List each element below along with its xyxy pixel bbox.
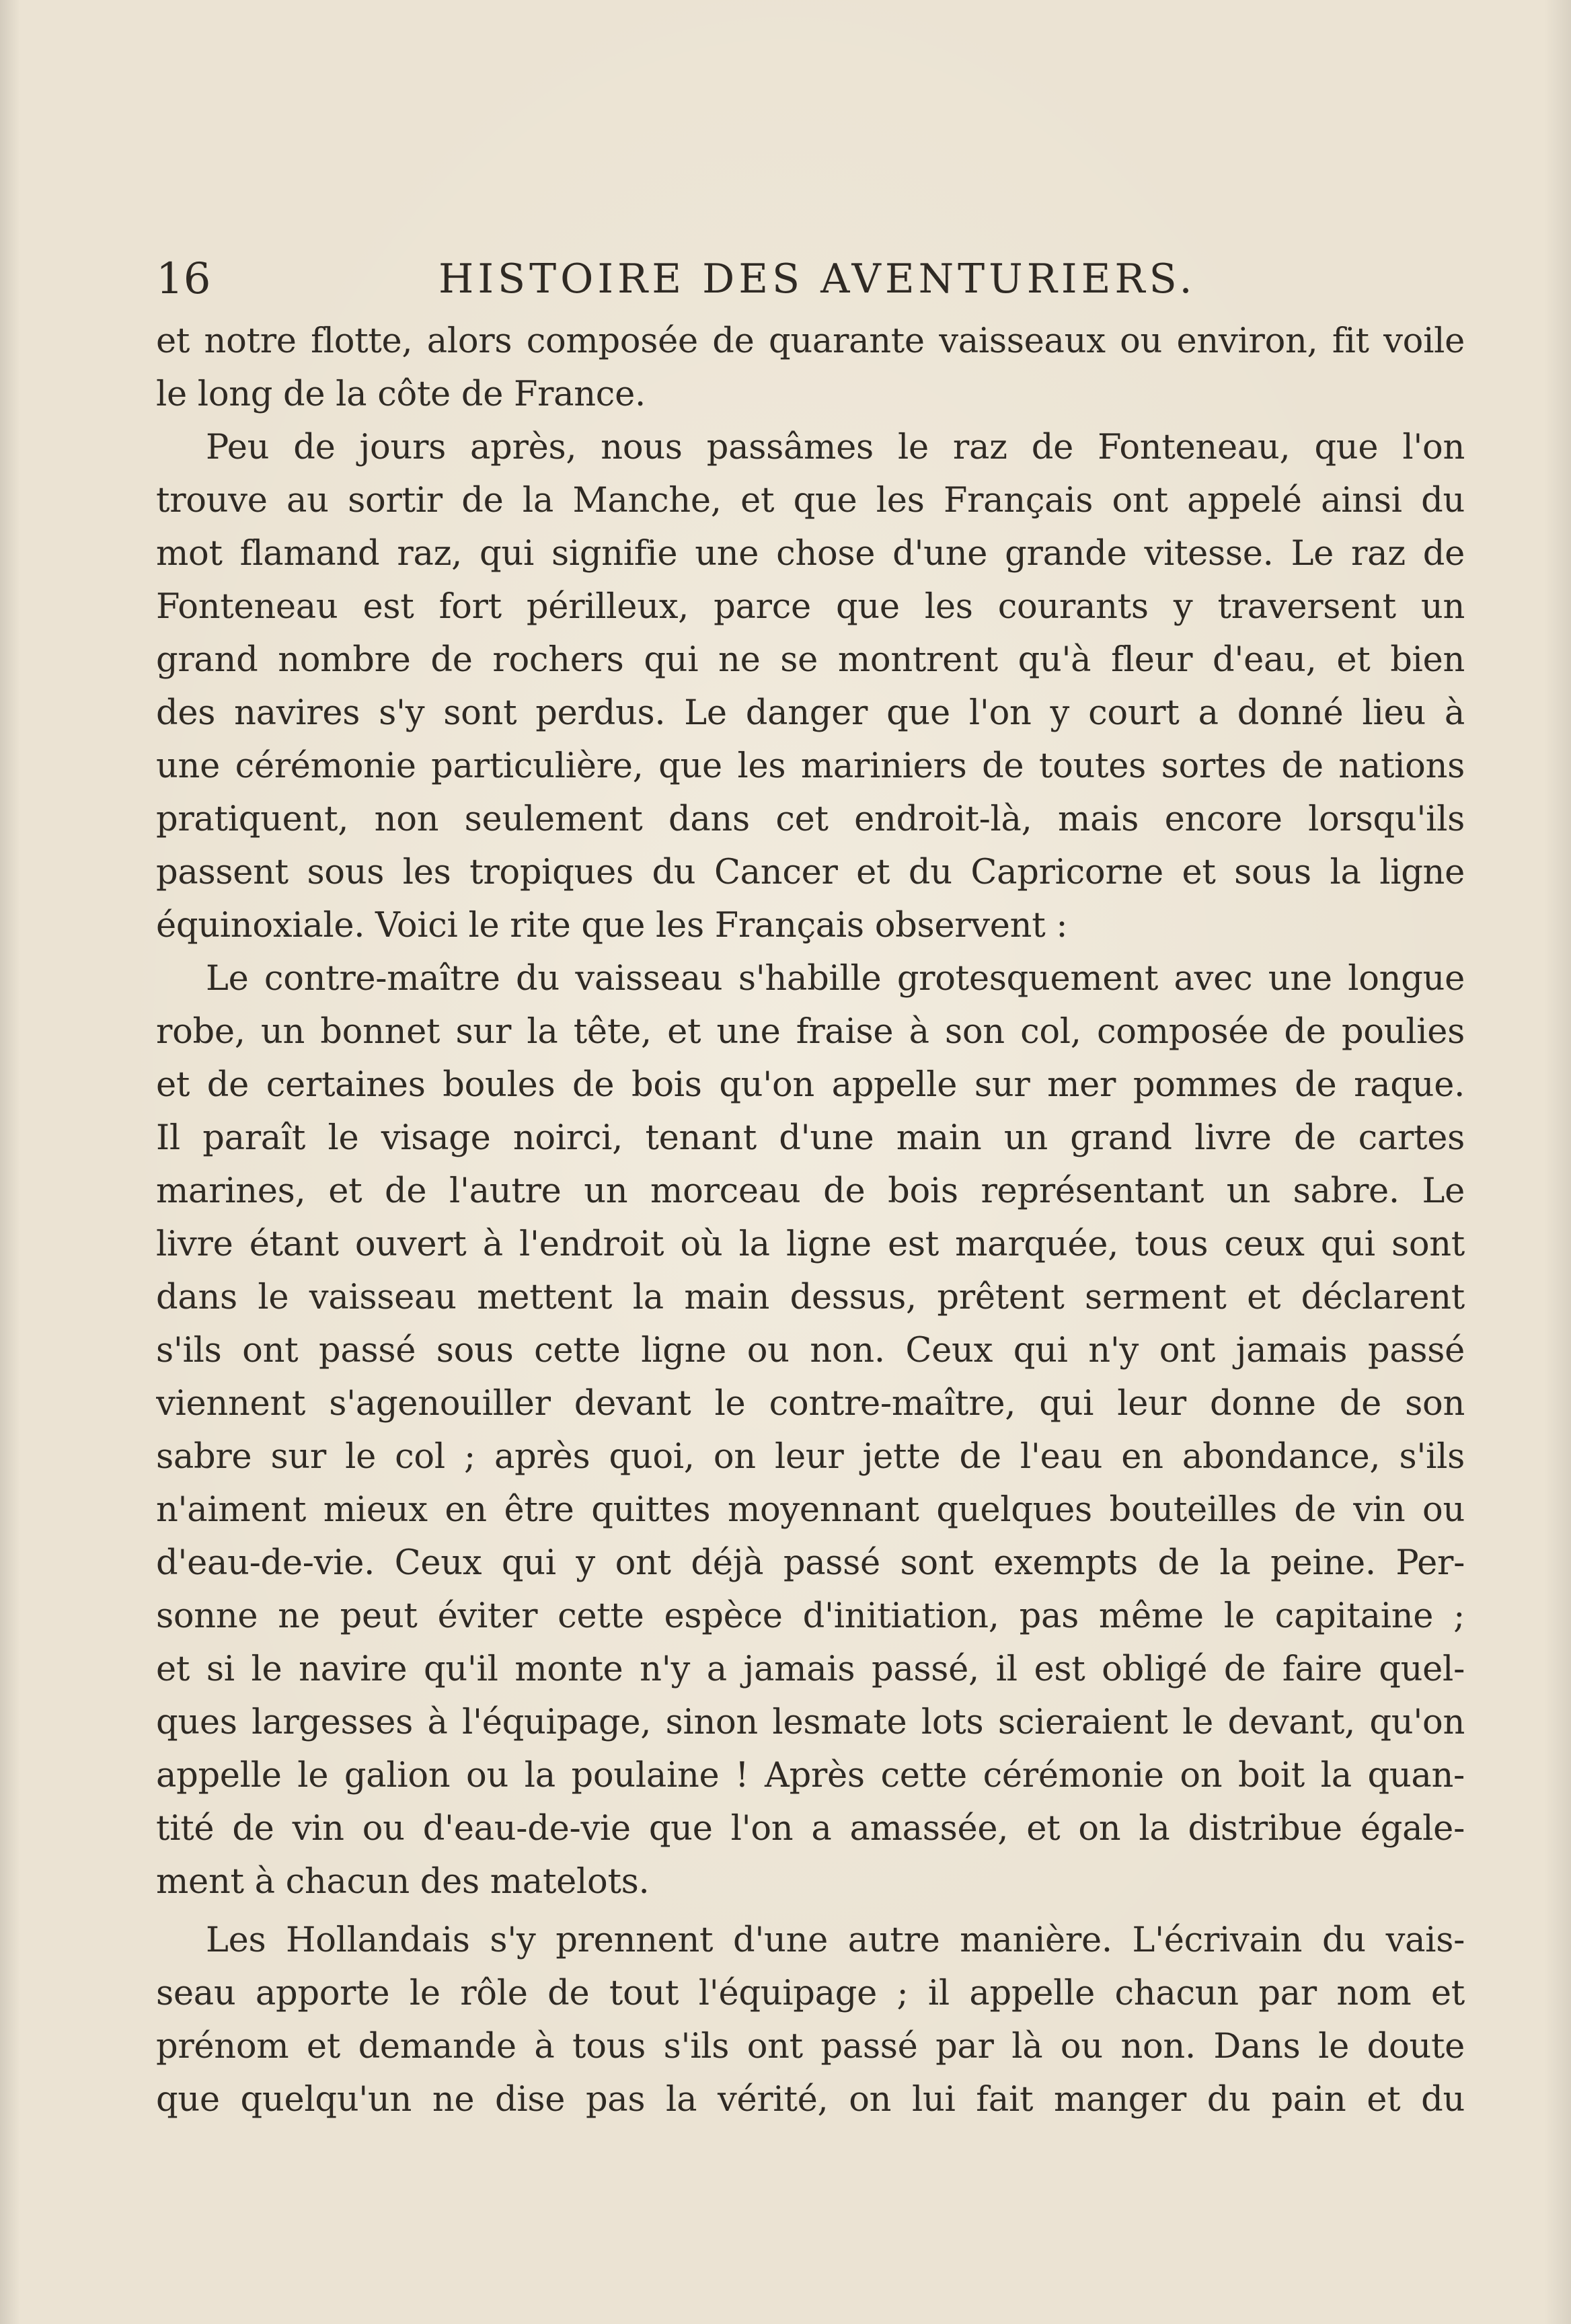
text-line: n'aiment mieux en être quittes moyennant quelques bouteilles de vin ou	[156, 1490, 1465, 1530]
text-line: tité de vin ou d'eau-de-vie que l'on a amassée, et on la distribue égale-	[156, 1809, 1465, 1849]
text-line: et notre flotte, alors composée de quarante vaisseaux ou environ, fit voile	[156, 321, 1465, 361]
text-line: grand nombre de rochers qui ne se montrent qu'à fleur d'eau, et bien	[156, 640, 1465, 680]
running-title: HISTOIRE DES AVENTURIERS.	[438, 256, 1196, 303]
text-line: d'eau-de-vie. Ceux qui y ont déjà passé sont exempts de la peine. Per-	[156, 1543, 1465, 1583]
text-line: trouve au sortir de la Manche, et que les Français ont appelé ainsi du	[156, 481, 1465, 520]
text-line: ques largesses à l'équipage, sinon lesmate lots scieraient le devant, qu'on	[156, 1703, 1465, 1742]
text-line: marines, et de l'autre un morceau de bois représentant un sabre. Le	[156, 1171, 1465, 1211]
page-number: 16	[156, 254, 211, 304]
text-line: s'ils ont passé sous cette ligne ou non. Ceux qui n'y ont jamais passé	[156, 1331, 1465, 1370]
text-line: sabre sur le col ; après quoi, on leur jette de l'eau en abondance, s'ils	[156, 1437, 1465, 1477]
text-line: Le contre-maître du vaisseau s'habille grotesquement avec une longue	[206, 959, 1465, 999]
body-text	[156, 315, 1465, 2126]
text-line: livre étant ouvert à l'endroit où la ligne est marquée, tous ceux qui sont	[156, 1225, 1465, 1264]
text-line: sonne ne peut éviter cette espèce d'initiation, pas même le capitaine ;	[156, 1596, 1465, 1636]
text-line: équinoxiale. Voici le rite que les Français observent :	[156, 906, 1068, 945]
text-line: des navires s'y sont perdus. Le danger que l'on y court a donné lieu à	[156, 693, 1465, 733]
text-line: Peu de jours après, nous passâmes le raz de Fonteneau, que l'on	[206, 428, 1465, 467]
text-line: appelle le galion ou la poulaine ! Après cette cérémonie on boit la quan-	[156, 1756, 1465, 1795]
text-line: passent sous les tropiques du Cancer et du Capricorne et sous la ligne	[156, 853, 1465, 892]
text-line: viennent s'agenouiller devant le contre-maître, qui leur donne de son	[156, 1384, 1465, 1424]
text-line: que quelqu'un ne dise pas la vérité, on lui fait manger du pain et du	[156, 2080, 1465, 2120]
text-line: le long de la côte de France.	[156, 375, 646, 414]
text-line: Les Hollandais s'y prennent d'une autre manière. L'écrivain du vais-	[206, 1921, 1465, 1960]
text-line: seau apporte le rôle de tout l'équipage ; il appelle chacun par nom et	[156, 1974, 1465, 2013]
text-line: mot flamand raz, qui signifie une chose d'une grande vitesse. Le raz de	[156, 534, 1465, 574]
text-line: Fonteneau est fort périlleux, parce que les courants y traversent un	[156, 587, 1465, 627]
text-line: une cérémonie particulière, que les mariniers de toutes sortes de nations	[156, 746, 1465, 786]
text-line: robe, un bonnet sur la tête, et une fraise à son col, composée de poulies	[156, 1012, 1465, 1052]
text-line: Il paraît le visage noirci, tenant d'une main un grand livre de cartes	[156, 1118, 1465, 1158]
text-line: pratiquent, non seulement dans cet endroit-là, mais encore lorsqu'ils	[156, 800, 1465, 839]
text-line: et de certaines boules de bois qu'on appelle sur mer pommes de raque.	[156, 1065, 1465, 1105]
text-line: et si le navire qu'il monte n'y a jamais passé, il est obligé de faire quel-	[156, 1650, 1465, 1689]
text-line: ment à chacun des matelots.	[156, 1862, 650, 1902]
text-line: prénom et demande à tous s'ils ont passé par là ou non. Dans le doute	[156, 2027, 1465, 2066]
text-line: dans le vaisseau mettent la main dessus, prêtent serment et déclarent	[156, 1278, 1465, 1317]
running-header	[156, 249, 1465, 309]
